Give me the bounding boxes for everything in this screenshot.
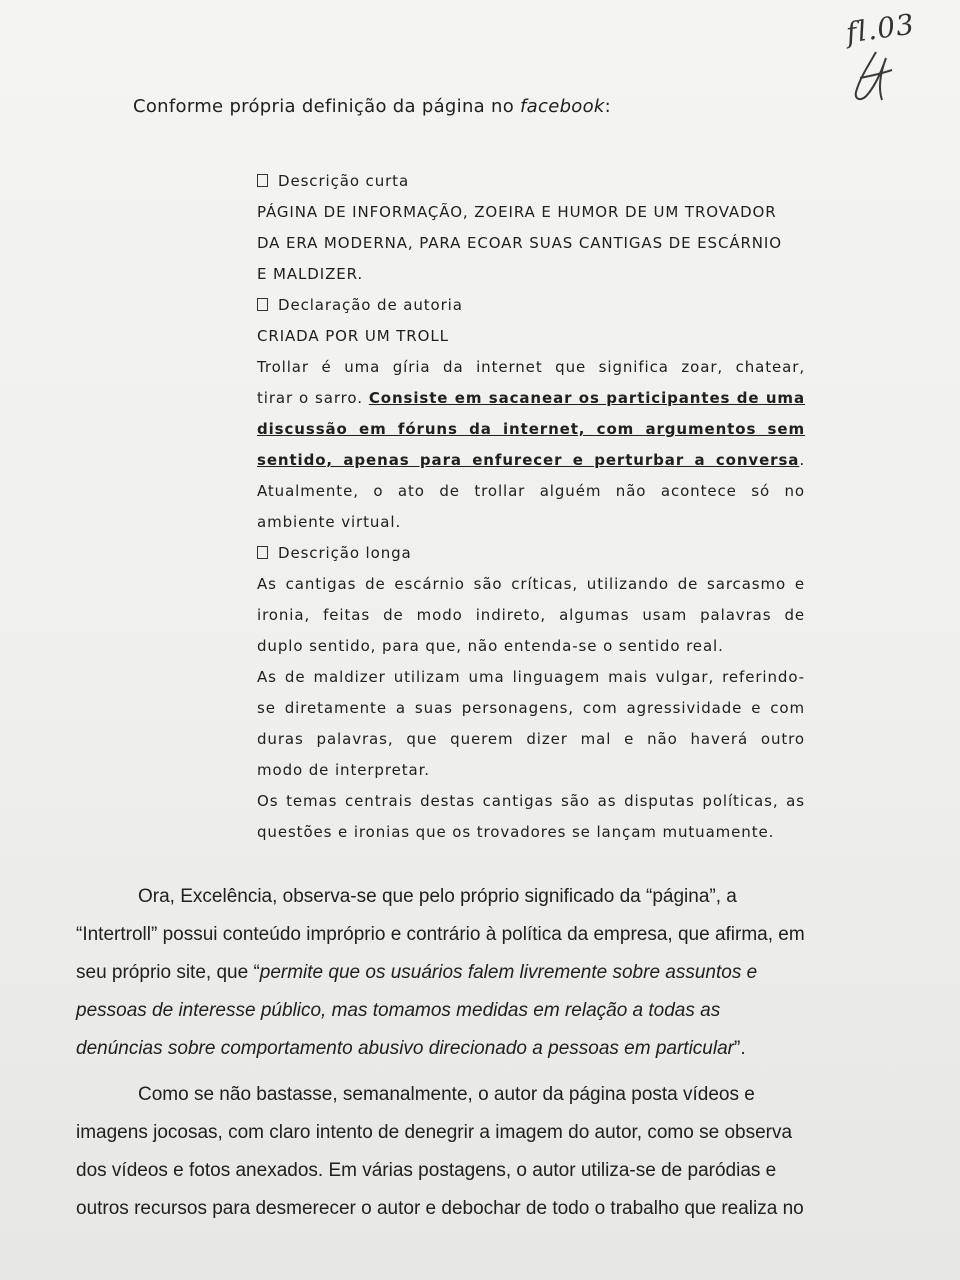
folio-number: fl.03 (844, 7, 917, 50)
long-description-line: modo de interpretar. (257, 761, 430, 779)
troll-definition-line: tirar o sarro. Consiste em sacanear os participantes de uma (257, 389, 805, 407)
intro-suffix: : (604, 96, 612, 117)
long-description-line: questões e ironias que os trovadores se lançam mutuamente. (257, 823, 775, 841)
short-description-line: DA ERA MODERNA, PARA ECOAR SUAS CANTIGAS DE ESCÁRNIO (257, 234, 782, 252)
paragraph-postings: Como se não bastasse, semanalmente, o autor da página posta vídeos e imagens jocosas, com claro intento de denegrir a imagem do autor, como se observa dos vídeos e fotos anexados. Em várias postagens, o autor utiliza-se de paródias e outros recursos para desmerecer o autor e debochar de todo o trabalho que realiza no (76, 1084, 804, 1219)
intro-prefix: Conforme própria definição da página no (133, 96, 521, 117)
troll-definition-line: ambiente virtual. (257, 513, 402, 531)
authorship-value: CRIADA POR UM TROLL (257, 327, 449, 345)
short-description-line: PÁGINA DE INFORMAÇÃO, ZOEIRA E HUMOR DE UM TROVADOR (257, 203, 777, 221)
bullet-box-icon (257, 546, 268, 559)
handwritten-signature-initials (846, 48, 898, 108)
bullet-box-icon (257, 298, 268, 311)
long-description-line: As cantigas de escárnio são críticas, utilizando de sarcasmo e (257, 575, 805, 593)
intro-facebook: facebook (520, 96, 605, 117)
troll-definition-line: Atualmente, o ato de trollar alguém não acontece só no (257, 482, 805, 500)
underlined-definition: sentido, apenas para enfurecer e perturbar a conversa (257, 451, 800, 469)
petition-body (76, 878, 812, 1228)
facebook-page-description (257, 166, 805, 848)
long-description-line: duras palavras, que querem dizer mal e não haverá outro (257, 730, 805, 748)
long-description-line: duplo sentido, para que, não entenda-se o sentido real. (257, 637, 724, 655)
intro-line (133, 96, 611, 117)
long-description-line: As de maldizer utilizam uma linguagem mais vulgar, referindo- (257, 668, 805, 686)
policy-quote: permite que os usuários falem livremente sobre assuntos e pessoas de interesse público, mas tomamos medidas em relação a todas as denúncias sobre comportamento abusivo direcionado a pessoas em particular (76, 962, 758, 1059)
underlined-definition: discussão em fóruns da internet, com argumentos sem (257, 420, 805, 438)
underlined-definition: Consiste em sacanear os participantes de uma (368, 389, 805, 407)
short-description-line: E MALDIZER. (257, 265, 364, 283)
long-description-heading: Descrição longa (257, 538, 805, 569)
long-description-line: Os temas centrais destas cantigas são as disputas políticas, as (257, 792, 805, 810)
long-description-line: se diretamente a suas personagens, com agressividade e com (257, 699, 805, 717)
authorship-heading: Declaração de autoria (257, 290, 805, 321)
troll-definition-line: Trollar é uma gíria da internet que significa zoar, chatear, (257, 358, 805, 376)
troll-definition-line (257, 414, 805, 445)
bullet-box-icon (257, 174, 268, 187)
troll-definition-line: sentido, apenas para enfurecer e perturbar a conversa. (257, 451, 805, 469)
paragraph-policy: Ora, Excelência, observa-se que pelo próprio significado da “página”, a “Intertroll” possui conteúdo impróprio e contrário à política da empresa, que afirma, em seu próprio site, que “permite que os usuários falem livremente sobre assuntos e pessoas de interesse público, mas tomamos medidas em relação a todas as denúncias sobre comportamento abusivo direcionado a pessoas em particular”. (76, 886, 805, 1059)
long-description-line: ironia, feitas de modo indireto, algumas usam palavras de (257, 606, 805, 624)
short-description-heading: Descrição curta (257, 166, 805, 197)
